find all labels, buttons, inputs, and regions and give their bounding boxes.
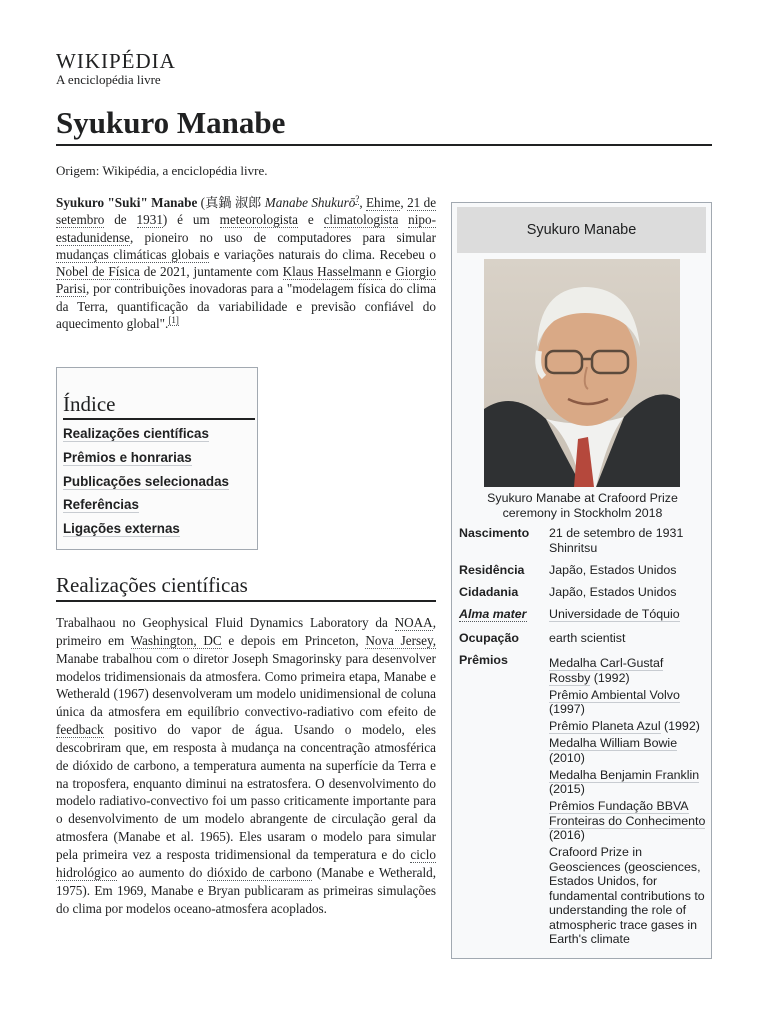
award-year: (1992): [590, 670, 630, 685]
award-item: [549, 719, 707, 734]
toc-item-ligacoes[interactable]: [63, 517, 251, 541]
label-residencia: Residência: [459, 563, 525, 577]
award-item-crafoord: Crafoord Prize in Geosciences (geosciences, Estados Unidos, for fundamental contributions to understanding the role of atmospheric trace gases in Earth's climate: [549, 845, 705, 946]
text-run: ,: [400, 195, 408, 210]
text-run: de: [104, 212, 137, 228]
wikipedia-logo[interactable]: [56, 50, 176, 87]
toc-item-premios[interactable]: [63, 446, 251, 470]
toc-item-label: Publicações selecionadas: [63, 473, 229, 489]
value-nascimento: [549, 526, 707, 555]
alma-mater-link[interactable]: Alma mater: [459, 607, 527, 621]
birth-date: 21 de setembro de 1931: [549, 526, 684, 540]
table-of-contents: [56, 367, 258, 550]
award-link[interactable]: Prêmios Fundação BBVA Fronteiras do Conhecimento: [549, 799, 706, 828]
link-nipo[interactable]: nipo-estadunidense: [56, 212, 437, 245]
infobox-row-ocupacao: [459, 631, 707, 647]
intro-bold-name: Syukuro "Suki" Manabe: [56, 195, 198, 210]
toc-title: Índice: [63, 390, 255, 420]
romaji-name: Manabe Shukurō: [264, 195, 356, 210]
value-premios: [549, 656, 707, 949]
label-alma-mater[interactable]: [459, 607, 547, 622]
toc-item-publicacoes[interactable]: [63, 470, 251, 494]
award-item: [549, 768, 707, 797]
toc-item-referencias[interactable]: [63, 493, 251, 517]
award-link[interactable]: Medalha Benjamin Franklin: [549, 767, 700, 782]
link-nova-jersey[interactable]: Nova Jersey,: [365, 632, 436, 648]
text-run: de 2021, juntamente com: [139, 264, 283, 280]
portrait-caption: Syukuro Manabe at Crafoord Prize ceremony in Stockholm 2018: [487, 491, 678, 520]
text-run: positivo do vapor de água. Usando o modelo, eles descobriram que, em resposta à mudança na concentração atmosférica de dióxido de carbono, a temperatura aumenta na superfície da Terra e na troposfera, enquanto diminui na estratosfera. O desenvolvimento do modelo radiativo-convectivo foi um passo criticamente importante para o desenvolvimento de um modelo abrangente de circulação geral da atmosfera (Manabe et al. 1965). Eles usaram o modelo para simular pela primeira vez a resposta tridimensional da temperatura e do: [56, 722, 436, 862]
link-parisi[interactable]: Giorgio Parisi: [56, 264, 436, 297]
infobox-row-alma-mater: [459, 607, 707, 623]
text-run: ,: [359, 195, 366, 210]
award-item: [549, 799, 707, 843]
text-run: e: [381, 264, 396, 280]
link-feedback[interactable]: feedback: [56, 722, 104, 738]
award-link[interactable]: Prêmio Planeta Azul: [549, 719, 661, 733]
label-cidadania: Cidadania: [459, 585, 519, 599]
link-ehime[interactable]: Ehime: [365, 195, 401, 210]
text-run: ) é um: [162, 212, 220, 228]
section-heading-realizacoes: Realizações científicas: [56, 571, 436, 602]
text-run: e variações naturais do clima. Recebeu o: [209, 246, 436, 262]
label-nascimento: Nascimento: [459, 526, 530, 540]
link-mudancas[interactable]: mudanças climáticas globais: [56, 246, 210, 262]
value-cidadania: Japão, Estados Unidos: [549, 585, 677, 599]
text-run: (Manabe e Wetherald, 1975). Em 1969, Manabe e Bryan publicaram as primeiras simulações do clima por modelos oceano-atmosfera acoplados.: [56, 864, 436, 916]
text-run: ao aumento do: [116, 864, 208, 880]
infobox: [451, 202, 712, 959]
birth-place: Shinritsu: [549, 540, 598, 555]
link-ciclo-hidrologico[interactable]: ciclo hidrológico: [56, 846, 436, 880]
award-item: [549, 736, 707, 765]
text-run: e: [297, 212, 324, 228]
romaji-help-link[interactable]: ?: [355, 193, 360, 204]
text-run: , por contribuições inovadoras para a "modelagem física do clima da Terra, quantificação da variabilidade e previsão confiável do aquecimento global".: [56, 281, 436, 332]
text-run: (: [197, 195, 206, 210]
text-run: Trabalhaou no Geophysical Fluid Dynamics Laboratory da: [56, 615, 395, 630]
toc-item-label: Realizações científicas: [63, 426, 209, 441]
infobox-row-nascimento: [459, 526, 707, 558]
award-item: [549, 656, 707, 685]
award-link[interactable]: Medalha William Bowie: [549, 736, 678, 750]
intro-paragraph: [56, 194, 436, 332]
link-hasselmann[interactable]: Klaus Hasselmann: [282, 264, 382, 280]
page-title: Syukuro Manabe: [56, 104, 712, 146]
value-residencia: Japão, Estados Unidos: [549, 563, 677, 577]
section-body: [56, 614, 436, 959]
logo-wordmark: WIKIPÉDIA: [56, 49, 176, 73]
text-run: e depois em Princeton,: [221, 632, 366, 648]
link-date[interactable]: 21 de setembro: [56, 195, 437, 228]
infobox-row-residencia: [459, 563, 707, 579]
toc-item-label: Ligações externas: [63, 521, 180, 537]
value-alma-mater: [549, 607, 707, 622]
toc-item-label: Prêmios e honrarias: [63, 449, 192, 465]
link-dioxido[interactable]: dióxido de carbono: [207, 864, 312, 880]
award-year: (1992): [660, 719, 700, 733]
toc-item-realizacoes[interactable]: [63, 422, 251, 446]
award-link[interactable]: Prêmio Ambiental Volvo: [549, 687, 680, 702]
text-run: [398, 212, 408, 227]
text-run: , pioneiro no uso de computadores para simular: [129, 229, 436, 245]
text-run: Manabe trabalhou com o diretor Joseph Smagorinsky para desenvolver modelos tridimensionais da atmosfera. Como primeira etapa, Manabe e Wetherald (1967) desenvolveram um modelo unidimensional de coluna única da atmosfera em equilíbrio convectivo-radiativo com efeito de: [56, 650, 436, 720]
portrait-photo[interactable]: [484, 259, 680, 487]
toc-list: [63, 422, 251, 541]
link-meteorologista[interactable]: meteorologista: [219, 212, 298, 228]
label-ocupacao: Ocupação: [459, 631, 519, 645]
award-year: (2015): [549, 782, 585, 796]
reference-link-1[interactable]: [1]: [168, 314, 179, 325]
link-noaa[interactable]: NOAA: [394, 615, 433, 630]
infobox-title: Syukuro Manabe: [457, 207, 706, 253]
text-run: , primeiro em: [56, 615, 436, 648]
award-year: (2016): [549, 828, 585, 842]
origin-note: Origem: Wikipédia, a enciclopédia livre.: [56, 163, 268, 178]
infobox-row-cidadania: [459, 585, 707, 601]
link-nobel[interactable]: Nobel de Física: [56, 264, 140, 280]
link-washington[interactable]: Washington, DC: [130, 632, 222, 648]
award-link[interactable]: Medalha Carl-Gustaf Rossby: [549, 656, 664, 685]
award-year: (2010): [549, 750, 585, 765]
alma-mater-university-link[interactable]: Universidade de Tóquio: [549, 607, 680, 621]
toc-item-label: Referências: [63, 497, 139, 513]
logo-tagline: A enciclopédia livre: [56, 72, 161, 87]
award-item: [549, 688, 707, 717]
infobox-row-premios: [459, 653, 707, 959]
label-premios: Prêmios: [459, 653, 508, 667]
value-ocupacao: earth scientist: [549, 631, 626, 645]
portrait-illustration: [484, 259, 680, 487]
link-climatologista[interactable]: climatologista: [323, 212, 399, 228]
award-year: (1997): [549, 702, 585, 716]
kanji-name: 真鍋 淑郎: [205, 195, 262, 210]
link-year[interactable]: 1931: [136, 212, 163, 228]
